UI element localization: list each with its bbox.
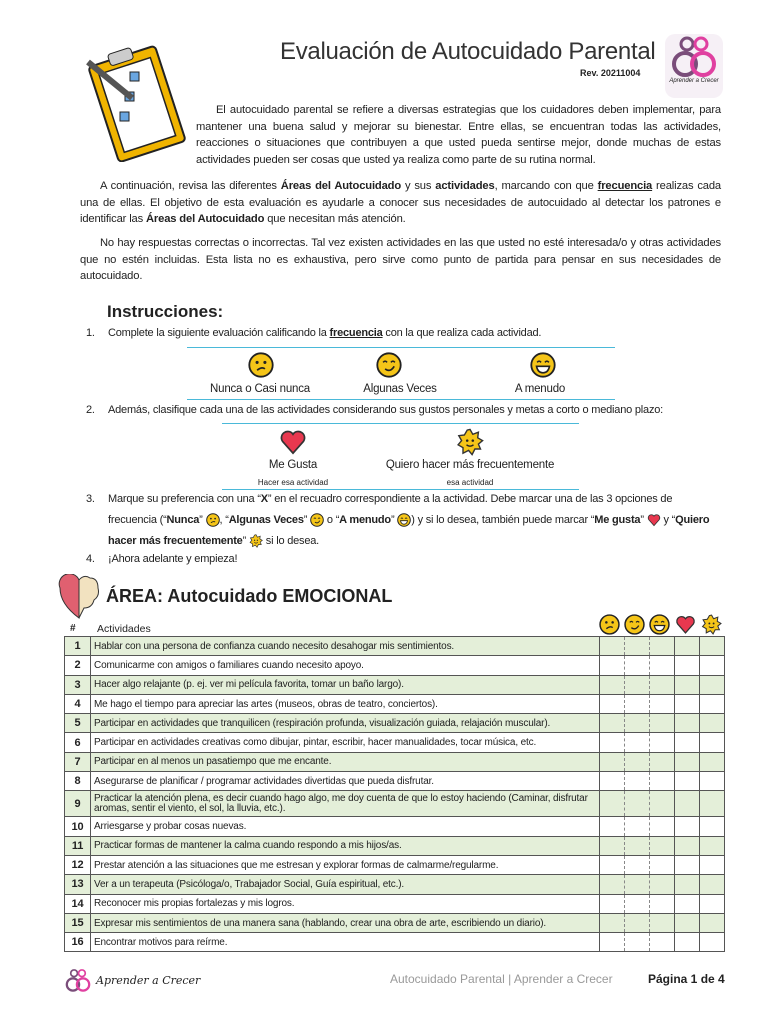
checkbox-like[interactable] — [675, 817, 700, 836]
activity-text: Me hago el tiempo para apreciar las artes (museos, obras de teatro, conciertos). — [91, 694, 600, 713]
checkbox-like[interactable] — [675, 772, 700, 791]
row-number: 3 — [65, 675, 91, 694]
row-number: 7 — [65, 752, 91, 771]
checkbox-like[interactable] — [675, 675, 700, 694]
checkbox-sometimes[interactable] — [625, 791, 650, 817]
activity-text: Arriesgarse y probar cosas nuevas. — [91, 817, 600, 836]
checkbox-never[interactable] — [600, 675, 625, 694]
checkbox-never[interactable] — [600, 875, 625, 894]
table-row — [65, 656, 725, 675]
checkbox-sometimes[interactable] — [625, 714, 650, 733]
checkbox-more[interactable] — [700, 933, 725, 952]
row-number: 4 — [65, 694, 91, 713]
row-number: 16 — [65, 933, 91, 952]
checkbox-often[interactable] — [650, 894, 675, 913]
intro-paragraph-3: No hay respuestas correctas o incorrectas. Tal vez existen actividades en las que usted no esté interesada/o y otras actividades que no estén incluidas. Esta lista no es exhaustiva, pero sirve como punto de partida para pensar en sus necesidades de autocuidado. — [80, 237, 721, 282]
activity-text: Participar en al menos un pasatiempo que me encante. — [91, 752, 600, 771]
activity-text: Comunicarme con amigos o familiares cuando necesito apoyo. — [91, 656, 600, 675]
col-sometimes-icon — [624, 614, 645, 635]
checkbox-often[interactable] — [650, 694, 675, 713]
checkbox-often[interactable] — [650, 913, 675, 932]
checkbox-never[interactable] — [600, 913, 625, 932]
checkbox-never[interactable] — [600, 637, 625, 656]
freq-label-often: A menudo — [514, 383, 566, 395]
checkbox-sometimes[interactable] — [625, 772, 650, 791]
checkbox-often[interactable] — [650, 752, 675, 771]
row-number: 5 — [65, 714, 91, 733]
checkbox-sometimes[interactable] — [625, 675, 650, 694]
col-activity-header: Actividades — [97, 623, 151, 635]
activity-text: Participar en actividades que tranquilicen (respiración profunda, visualización guiada, relajación muscular). — [91, 714, 600, 733]
intro-paragraph-2: A continuación, revisa las diferentes Áreas del Autocuidado y sus actividades, marcando con que frecuencia realizas cada una de ellas. El objetivo de esta evaluación es ayudarle a conocer sus necesidades de autocuidado al detectar los patrones e identificar las Áreas del Autocuidado que necesitan más atención. — [80, 180, 721, 225]
table-row — [65, 714, 725, 733]
divider — [222, 423, 579, 424]
checkbox-often[interactable] — [650, 875, 675, 894]
checkbox-never[interactable] — [600, 656, 625, 675]
checkbox-like[interactable] — [675, 855, 700, 874]
checkbox-more[interactable] — [700, 714, 725, 733]
heart-brain-icon — [58, 574, 100, 620]
instruction-1: 1. Complete la siguiente evaluación calificando la frecuencia con la que realiza cada actividad. — [86, 327, 542, 339]
activity-text: Expresar mis sentimientos de una manera sana (hablando, crear una obra de arte, escribiendo un diario). — [91, 913, 600, 932]
checkbox-never[interactable] — [600, 752, 625, 771]
row-number: 8 — [65, 772, 91, 791]
grin-face-icon — [530, 352, 556, 378]
instruction-4: 4. ¡Ahora adelante y empieza! — [86, 553, 238, 565]
checkbox-more[interactable] — [700, 675, 725, 694]
intro-paragraph-1: El autocuidado parental se refiere a diversas estrategias que los cuidadores deben implementar, para mantener una buena salud y mejorar su bienestar. Entre ellas, se encuentran todas las actividades, reacciones o situaciones que contribuyen a que usted pueda sentirse mejor, donde muchas de estas actividades pueden ser cosas que usted ya realiza como parte de su rutina normal. — [196, 104, 721, 166]
checkbox-sometimes[interactable] — [625, 637, 650, 656]
table-row — [65, 694, 725, 713]
checkbox-like[interactable] — [675, 656, 700, 675]
row-number: 11 — [65, 836, 91, 855]
checkbox-never[interactable] — [600, 894, 625, 913]
instructions-heading: Instrucciones: — [107, 302, 224, 321]
row-number: 15 — [65, 913, 91, 932]
col-never-icon — [599, 614, 620, 635]
row-number: 6 — [65, 733, 91, 752]
checkbox-more[interactable] — [700, 752, 725, 771]
table-row — [65, 933, 725, 952]
row-number: 14 — [65, 894, 91, 913]
checkbox-often[interactable] — [650, 675, 675, 694]
checkbox-never[interactable] — [600, 855, 625, 874]
freq-label-never: Nunca o Casi nunca — [210, 383, 310, 395]
activity-text: Participar en actividades creativas como dibujar, pintar, escribir, hacer manualidades, tocar música, etc. — [91, 733, 600, 752]
col-num-header: # — [70, 623, 76, 634]
pref-label-like: Me Gusta — [268, 459, 318, 471]
table-row — [65, 772, 725, 791]
checkbox-never[interactable] — [600, 733, 625, 752]
activity-text: Hablar con una persona de confianza cuando necesito desahogar mis sentimientos. — [91, 637, 600, 656]
checkbox-more[interactable] — [700, 733, 725, 752]
table-row — [65, 836, 725, 855]
checkbox-never[interactable] — [600, 694, 625, 713]
heart-icon — [647, 513, 661, 527]
checkbox-sometimes[interactable] — [625, 933, 650, 952]
checkbox-like[interactable] — [675, 752, 700, 771]
checkbox-more[interactable] — [700, 836, 725, 855]
sad-face-icon — [248, 352, 274, 378]
checkbox-sometimes[interactable] — [625, 694, 650, 713]
checkbox-more[interactable] — [700, 791, 725, 817]
instruction-3: 3. Marque su preferencia con una “X” en el recuadro correspondiente a la actividad. Debe marcar una de las 3 opciones de frecuencia (“Nunca” , “Algunas Veces” o “A menudo” ) y si lo desea, también puede marcar “Me gusta” y “Quiero hacer más frecuentemente” si lo desea. — [86, 493, 710, 547]
checkbox-often[interactable] — [650, 933, 675, 952]
col-often-icon — [649, 614, 670, 635]
revision-label: Rev. 20211004 — [580, 68, 641, 78]
activity-text: Hacer algo relajante (p. ej. ver mi película favorita, tomar un baño largo). — [91, 675, 600, 694]
checkbox-sometimes[interactable] — [625, 733, 650, 752]
checkbox-sometimes[interactable] — [625, 855, 650, 874]
table-row — [65, 733, 725, 752]
activity-text: Encontrar motivos para reírme. — [91, 933, 600, 952]
activity-text: Reconocer mis propias fortalezas y mis logros. — [91, 894, 600, 913]
checkbox-like[interactable] — [675, 694, 700, 713]
checkbox-more[interactable] — [700, 875, 725, 894]
row-number: 9 — [65, 791, 91, 817]
table-row — [65, 817, 725, 836]
table-row — [65, 675, 725, 694]
table-row — [65, 791, 725, 817]
footer-logo: Aprender a Crecer — [64, 966, 200, 994]
checkbox-never[interactable] — [600, 836, 625, 855]
col-more-icon — [701, 614, 722, 635]
page-number: Página 1 de 4 — [648, 972, 725, 986]
checkbox-like[interactable] — [675, 875, 700, 894]
page-title: Evaluación de Autocuidado Parental — [280, 38, 656, 65]
sun-icon — [456, 428, 484, 456]
checkbox-never[interactable] — [600, 791, 625, 817]
checkbox-sometimes[interactable] — [625, 875, 650, 894]
row-number: 10 — [65, 817, 91, 836]
checkbox-sometimes[interactable] — [625, 913, 650, 932]
checkbox-more[interactable] — [700, 894, 725, 913]
clipboard-illustration — [80, 42, 190, 162]
sad-face-icon — [206, 513, 220, 527]
checkbox-sometimes[interactable] — [625, 836, 650, 855]
checkbox-sometimes[interactable] — [625, 894, 650, 913]
checkbox-like[interactable] — [675, 733, 700, 752]
checkbox-often[interactable] — [650, 733, 675, 752]
checkbox-never[interactable] — [600, 772, 625, 791]
row-number: 12 — [65, 855, 91, 874]
checkbox-often[interactable] — [650, 836, 675, 855]
checkbox-never[interactable] — [600, 714, 625, 733]
checkbox-more[interactable] — [700, 855, 725, 874]
grin-face-icon — [397, 513, 411, 527]
checkbox-like[interactable] — [675, 836, 700, 855]
table-row — [65, 752, 725, 771]
checkbox-more[interactable] — [700, 817, 725, 836]
checkbox-like[interactable] — [675, 894, 700, 913]
checkbox-like[interactable] — [675, 913, 700, 932]
checkbox-often[interactable] — [650, 855, 675, 874]
sun-icon — [249, 534, 263, 548]
checkbox-sometimes[interactable] — [625, 752, 650, 771]
checkbox-often[interactable] — [650, 637, 675, 656]
wink-face-icon — [310, 513, 324, 527]
checkbox-often[interactable] — [650, 791, 675, 817]
row-number: 1 — [65, 637, 91, 656]
checkbox-sometimes[interactable] — [625, 817, 650, 836]
brand-logo: Aprender a Crecer — [665, 34, 723, 98]
table-row — [65, 894, 725, 913]
checkbox-often[interactable] — [650, 714, 675, 733]
wink-face-icon — [376, 352, 402, 378]
checkbox-more[interactable] — [700, 772, 725, 791]
checkbox-often[interactable] — [650, 656, 675, 675]
checkbox-more[interactable] — [700, 656, 725, 675]
row-number: 2 — [65, 656, 91, 675]
pref-sub-like: Hacer esa actividad — [257, 478, 329, 487]
activity-text: Practicar formas de mantener la calma cuando respondo a mis hijos/as. — [91, 836, 600, 855]
activity-text: Practicar la atención plena, es decir cuando hago algo, me doy cuenta de que lo estoy haciendo (Caminar, disfrutar aromas, sentir el viento, el sol, la lluvia, etc.). — [91, 791, 600, 817]
activities-table — [64, 636, 725, 952]
checkbox-like[interactable] — [675, 933, 700, 952]
table-row — [65, 913, 725, 932]
activity-text: Asegurarse de planificar / programar actividades divertidas que pueda disfrutar. — [91, 772, 600, 791]
freq-label-sometimes: Algunas Veces — [363, 383, 437, 395]
checkbox-often[interactable] — [650, 772, 675, 791]
table-row — [65, 855, 725, 874]
activity-text: Prestar atención a las situaciones que me estresan y explorar formas de calmarme/regularme. — [91, 855, 600, 874]
checkbox-more[interactable] — [700, 637, 725, 656]
table-row — [65, 875, 725, 894]
pref-label-more: Quiero hacer más frecuentemente — [385, 459, 555, 471]
table-row — [65, 637, 725, 656]
footer-center-text: Autocuidado Parental | Aprender a Crecer — [390, 972, 613, 986]
checkbox-never[interactable] — [600, 933, 625, 952]
area-title: ÁREA: Autocuidado EMOCIONAL — [106, 586, 393, 606]
checkbox-more[interactable] — [700, 694, 725, 713]
checkbox-sometimes[interactable] — [625, 656, 650, 675]
divider — [187, 347, 615, 348]
heart-icon — [279, 428, 307, 456]
pref-sub-more: esa actividad — [446, 478, 494, 487]
checkbox-like[interactable] — [675, 791, 700, 817]
checkbox-more[interactable] — [700, 913, 725, 932]
checkbox-like[interactable] — [675, 714, 700, 733]
checkbox-often[interactable] — [650, 817, 675, 836]
activity-text: Ver a un terapeuta (Psicóloga/o, Trabajador Social, Guía espiritual, etc.). — [91, 875, 600, 894]
checkbox-like[interactable] — [675, 637, 700, 656]
instruction-2: 2. Además, clasifique cada una de las actividades considerando sus gustos personales y metas a corto o mediano plazo: — [86, 404, 664, 416]
row-number: 13 — [65, 875, 91, 894]
col-like-icon — [675, 614, 696, 635]
checkbox-never[interactable] — [600, 817, 625, 836]
